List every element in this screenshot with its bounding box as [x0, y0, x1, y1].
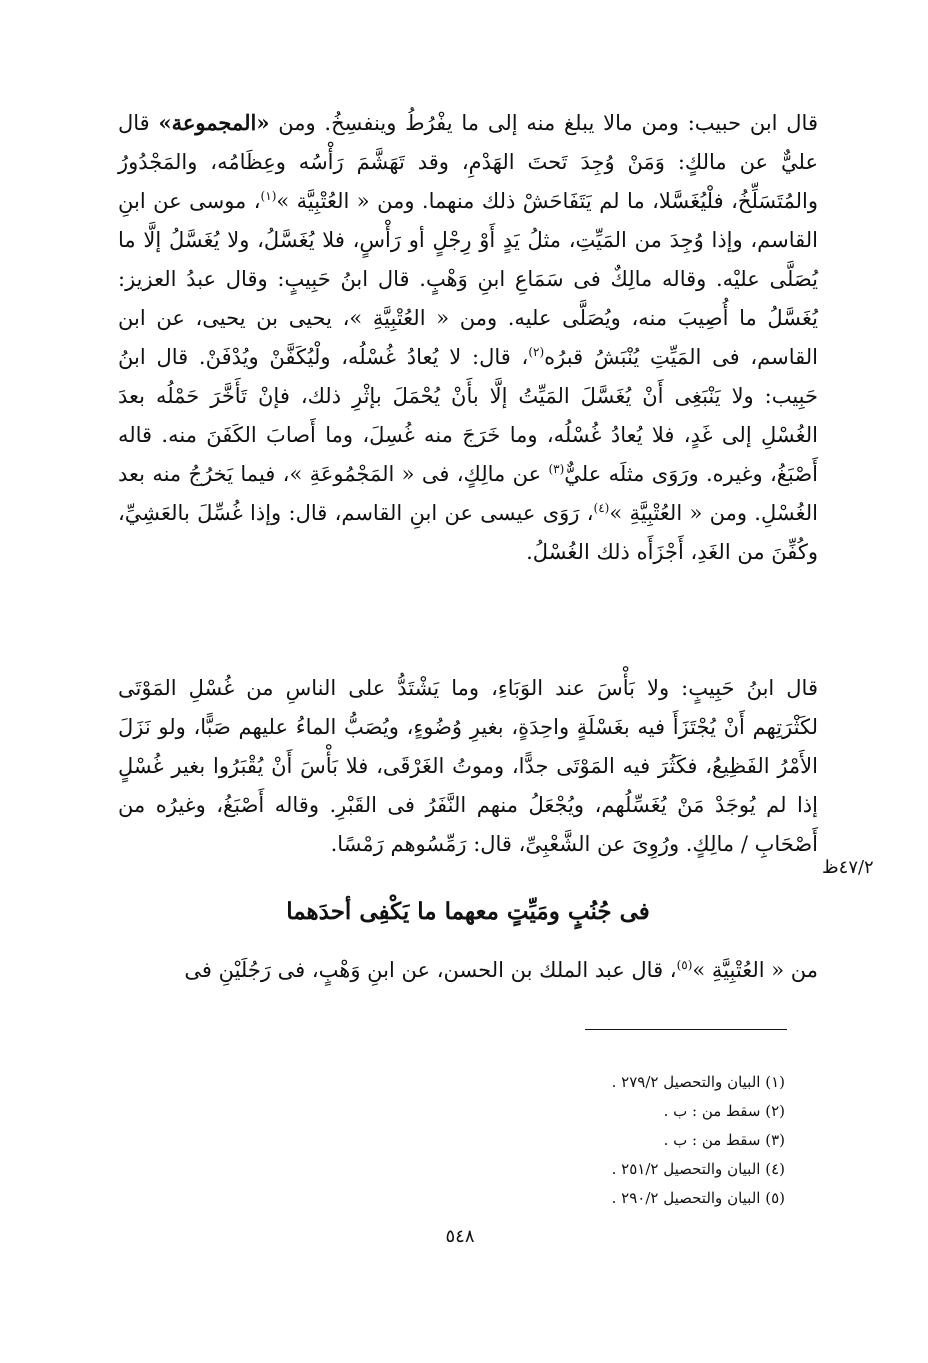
paragraph-3	[118, 951, 818, 990]
footnote-marker-5[interactable]: (٥)	[676, 958, 693, 972]
footnote-separator	[585, 1029, 787, 1030]
footnote-2: (٢) سقط من : ب .	[663, 1102, 785, 1120]
section-heading: فى جُنُبٍ ومَيِّتٍ معهما ما يَكْفِى أحدَهما	[286, 898, 650, 925]
footnote-marker-4[interactable]: (٤)	[593, 501, 610, 515]
footnote-5: (٥) البيان والتحصيل ٢٩٠/٢ .	[611, 1189, 785, 1207]
paragraph-1	[118, 103, 818, 572]
footnote-marker-2[interactable]: (٢)	[528, 345, 545, 359]
footnote-marker-3[interactable]: (٣)	[548, 462, 565, 476]
footnotes-list	[300, 1068, 785, 1213]
footnote-marker-1[interactable]: (١)	[260, 189, 277, 203]
text-run: قال عليٌّ عن مالكٍ: وَمَنْ وُجِدَ تَحتَ الهَدْمِ، وقد تَهَشَّمَ رَأْسُه وعِظَامُه، والمَجْدُورُ والمُتَسَلِّخُ، فلْيُغَسَّلا، ما لم يَتَفَاحَشْ ذلك منهما. ومن « العُتْبِيَّة »	[118, 111, 818, 213]
book-title-majmua: «المجموعة»	[158, 110, 270, 135]
footnote-4: (٤) البيان والتحصيل ٢٥١/٢ .	[611, 1160, 785, 1178]
manuscript-folio-reference: ٤٧/٢ظ	[822, 857, 874, 878]
text-run: ، قال: لا يُعادُ غُسْلُه، ولْيُكَفَّنْ ويُدْفَنْ. قال ابنُ حَبِيب: ولا يَنْبَغِى أَنْ يُغَسَّلَ المَيِّتُ إلَّا بأَنْ يُحْمَلَ بإثْرِ ذلك، فإنْ تَأَخَّرَ حَمْلُه بعدَ الغُسْلِ إلى غَدٍ، فلا يُعادُ غُسْلُه، وما خَرَجَ منه غُسِلَ، وما أَصابَ الكَفَنَ منه. قاله أَصْبَغُ، وغيره. ورَوَى مثلَه عليٌّ	[118, 345, 818, 486]
text-run: عن مالِكٍ، فى « المَجْمُوعَةِ »، فيما يَخرُجُ منه بعد الغُسْلِ. ومن « العُتْبِيَّةِ »	[118, 462, 818, 525]
text-run: ، رَوَى عيسى عن ابنِ القاسم، قال: وإذا غُسِّلَ بالعَشِيِّ، وكُفِّنَ من الغَدِ، أَجْزَأَه ذلك الغُسْلُ.	[118, 501, 818, 564]
footnote-3: (٣) سقط من : ب .	[663, 1131, 785, 1149]
paragraph-2: قال ابنُ حَبِيبٍ: ولا بَأْسَ عند الوَبَاءِ، وما يَشْتَدُّ على الناسِ من غُسْلِ المَوْتَى لكَثْرَتِهم أَنْ يُجْتَزَأَ فيه بغَسْلَةٍ واحِدَةٍ، بغيرِ وُضُوءٍ، ويُصَبُّ الماءُ عليهم صَبًّا، ولو نَزَلَ الأَمْرُ الفَظِيعُ، فكَثُرَ فيه المَوْتَى جدًّا، وموتُ الغَرْقَى، فلا بَأْسَ أَنْ يُقْبَرُوا بغير غُسْلٍ إذا لم يُوجَدْ مَنْ يُغَسِّلُهم، ويُجْعَلُ منهم النَّفَرُ فى القَبْرِ. وقاله أَصْبَغُ، وغيرُه من أَصْحَابِ / مالِكٍ. ورُوِىَ عن الشَّعْبِىِّ، قال: رَمِّسُوهم رَمْسًا.	[118, 676, 818, 856]
text-run: من « العُتْبِيَّةِ »	[692, 958, 818, 982]
text-run: ، قال عبد الملك بن الحسن، عن ابنِ وَهْبٍ، فى رَجُلَيْنِ فى	[184, 958, 677, 982]
text-run: قال ابن حبيب: ومن مالا يبلغ منه إلى ما يفْرُطُ وينفسِخُ. ومن	[269, 111, 818, 135]
footnote-1: (١) البيان والتحصيل ٢٧٩/٢ .	[611, 1073, 785, 1091]
text-run: ، موسى عن ابنِ القاسم، وإذا وُجِدَ من المَيِّتِ، مثلُ يَدٍ أَوْ رِجْلٍ أو رَأْسٍ، فلا يُغَسَّلُ، ولا يُغَسَّلُ إلَّا ما يُصَلَّى عليْه. وقاله مالِكٌ فى سَمَاعِ ابنِ وَهْبٍ. قال ابنُ حَبِيبٍ: وقال عبدُ العزيز: يُغَسَّلُ ما أُصِيبَ منه، ويُصَلَّى عليه. ومن « العُتْبِيَّةِ »، يحيى بن يحيى، عن ابن القاسم، فى المَيِّتِ يُنْبَشُ قبرُه	[118, 189, 818, 369]
page-number: ٥٤٨	[445, 1226, 475, 1247]
